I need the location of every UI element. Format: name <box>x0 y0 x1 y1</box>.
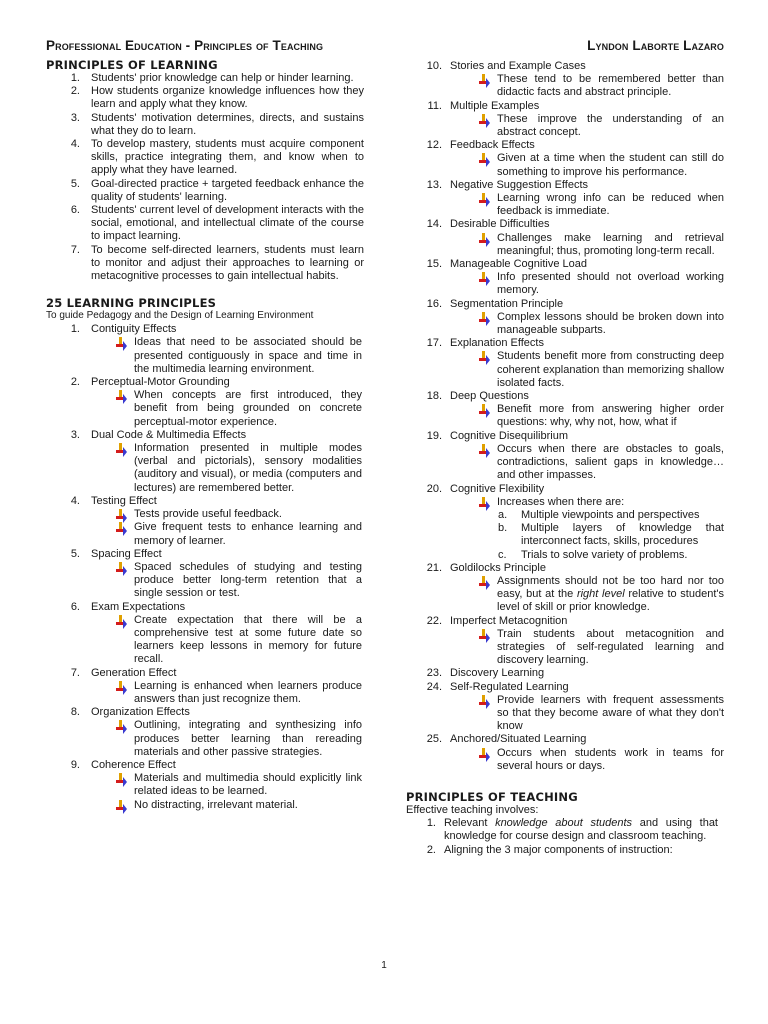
principle-title: Desirable Difficulties <box>450 218 550 231</box>
arrow-bullet-icon <box>113 389 134 402</box>
bullet-text: Provide learners with frequent assessments so that they become aware of what they don't know <box>497 693 724 733</box>
principle-item: 21. Goldilocks Principle <box>406 562 724 575</box>
bullet-text: No distracting, irrelevant material. <box>134 798 298 811</box>
arrow-bullet-icon <box>113 614 134 627</box>
bullet-text: Give frequent tests to enhance learning and memory of learner. <box>134 521 362 547</box>
bullet-text: Train students about metacognition and strategies of self-regulated learning and discovery learning. <box>497 627 724 667</box>
bullet-item <box>46 521 364 547</box>
bullet-text: Create expectation that there will be a comprehensive test at some future date so learners keep lessons in memory for future recall. <box>134 613 362 666</box>
arrow-bullet-icon <box>113 442 134 455</box>
principle-item: 19. Cognitive Disequilibrium <box>406 430 724 443</box>
arrow-bullet-icon <box>476 73 497 86</box>
principle-title: Cognitive Flexibility <box>450 482 545 495</box>
principle-title: Negative Suggestion Effects <box>450 178 588 191</box>
arrow-bullet-icon <box>476 496 497 509</box>
bullet-item <box>406 311 724 337</box>
arrow-bullet-icon <box>113 719 134 732</box>
principle-item: 23. Discovery Learning <box>406 667 724 680</box>
principle-item: 6. Exam Expectations <box>46 601 364 614</box>
bullet-text: These tend to be remembered better than didactic facts and abstract principle. <box>497 73 724 99</box>
bullet-text: Assignments should not be too hard nor too easy, but at the right level relative to student's level of skill or prior knowledge. <box>497 574 724 614</box>
section-title-principles-of-teaching: PRINCIPLES OF TEACHING <box>406 789 578 804</box>
section-title-principles-of-learning: PRINCIPLES OF LEARNING <box>46 58 218 72</box>
section-title-25-learning-principles: 25 LEARNING PRINCIPLES <box>46 296 217 311</box>
bullet-item <box>46 719 364 759</box>
bullet-item <box>46 336 364 376</box>
arrow-bullet-icon <box>113 561 134 574</box>
principle-item: 20. Cognitive Flexibility <box>406 483 724 496</box>
document-title: Professional Education - Principles of Teaching <box>46 38 324 53</box>
bullet-item <box>46 442 364 495</box>
arrow-bullet-icon <box>476 747 497 760</box>
bullet-text: Materials and multimedia should explicitly link related ideas to be learned. <box>134 772 362 798</box>
bullet-item <box>46 561 364 601</box>
principle-title: Dual Code & Multimedia Effects <box>91 428 247 441</box>
bullet-item <box>406 271 724 297</box>
bullet-item <box>46 799 364 812</box>
bullet-text: Benefit more from answering higher order questions: why, why not, how, what if <box>497 403 724 429</box>
principle-item: 16. Segmentation Principle <box>406 298 724 311</box>
bullet-text: Occurs when students work in teams for several hours or days. <box>497 746 724 772</box>
principle-item: 2. Perceptual-Motor Grounding <box>46 376 364 389</box>
principle-item: 25. Anchored/Situated Learning <box>406 733 724 746</box>
principle-item: 1. Contiguity Effects <box>46 323 364 336</box>
principle-title: Self-Regulated Learning <box>450 680 569 693</box>
left-column <box>46 58 364 812</box>
principle-title: Organization Effects <box>91 706 190 719</box>
bullet-text: Info presented should not overload working memory. <box>497 271 724 297</box>
principle-item: 15. Manageable Cognitive Load <box>406 258 724 271</box>
bullet-text: Increases when there are: <box>497 495 625 508</box>
arrow-bullet-icon <box>476 311 497 324</box>
bullet-item <box>406 628 724 668</box>
principle-title: Anchored/Situated Learning <box>450 733 587 746</box>
principle-item: 14. Desirable Difficulties <box>406 218 724 231</box>
bullet-item <box>406 443 724 483</box>
principle-item: 3. Dual Code & Multimedia Effects <box>46 429 364 442</box>
list-item: 1. Relevant knowledge about students and using that knowledge for course design and classroom teaching. <box>426 817 718 843</box>
arrow-bullet-icon <box>113 799 134 812</box>
principle-title: Deep Questions <box>450 390 529 403</box>
principle-title: Coherence Effect <box>91 758 176 771</box>
bullet-item <box>406 350 724 390</box>
principle-title: Cognitive Disequilibrium <box>450 429 568 442</box>
principle-title: Manageable Cognitive Load <box>450 258 587 271</box>
principle-title: Perceptual-Motor Grounding <box>91 376 230 389</box>
right-column <box>406 60 724 857</box>
list-item: 5. Goal-directed practice + targeted feedback enhance the quality of students' learning. <box>70 177 364 203</box>
list-item: 4. To develop mastery, students must acquire component skills, practice integrating them, and know when to apply what they have learned. <box>70 138 364 177</box>
bullet-item <box>406 694 724 734</box>
bullet-text: Outlining, integrating and synthesizing info produces better learning than rereading materials and other passive strategies. <box>134 719 362 758</box>
arrow-bullet-icon <box>113 508 134 521</box>
principle-item: 8. Organization Effects <box>46 706 364 719</box>
section-subtitle: To guide Pedagogy and the Design of Learning Environment <box>46 310 314 322</box>
bullet-text: Information presented in multiple modes (verbal and pictorials), sensory modalities (auditory and visual), or media (computers and lectures) are remembered better. <box>134 442 362 494</box>
principle-title: Goldilocks Principle <box>450 561 546 574</box>
bullet-item <box>46 772 364 798</box>
bullet-text: Ideas that need to be associated should be presented contiguously in space and time in the multimedia learning environment. <box>134 336 362 375</box>
bullet-text: Complex lessons should be broken down into manageable subparts. <box>497 310 724 337</box>
learning-principles-list-left <box>46 323 364 812</box>
principle-item: 18. Deep Questions <box>406 390 724 403</box>
arrow-bullet-icon <box>476 152 497 165</box>
page-number: 1 <box>381 960 387 971</box>
sub-item: b. Multiple layers of knowledge that interconnect facts, skills, procedures <box>498 522 724 548</box>
arrow-bullet-icon <box>476 628 497 641</box>
page-header <box>46 38 724 56</box>
bullet-item <box>406 232 724 258</box>
bullet-item <box>406 403 724 429</box>
bullet-text: Learning wrong info can be reduced when feedback is immediate. <box>497 192 724 218</box>
principle-title: Segmentation Principle <box>450 297 564 310</box>
arrow-bullet-icon <box>476 113 497 126</box>
bullet-text: These improve the understanding of an abstract concept. <box>497 112 724 139</box>
principle-item: 17. Explanation Effects <box>406 337 724 350</box>
principle-title: Contiguity Effects <box>91 323 177 336</box>
arrow-bullet-icon <box>113 521 134 534</box>
bullet-item <box>46 389 364 429</box>
arrow-bullet-icon <box>476 443 497 456</box>
arrow-bullet-icon <box>476 271 497 284</box>
principle-title: Discovery Learning <box>450 667 545 680</box>
principle-item: 12. Feedback Effects <box>406 139 724 152</box>
learning-principles-list-right <box>406 60 724 773</box>
principle-title: Exam Expectations <box>91 600 186 613</box>
bullet-text: Spaced schedules of studying and testing produce better long-term retention that a single session or test. <box>134 560 362 600</box>
principle-item: 13. Negative Suggestion Effects <box>406 179 724 192</box>
bullet-text: Learning is enhanced when learners produce answers than just recognize them. <box>134 679 362 705</box>
principle-item: 10. Stories and Example Cases <box>406 60 724 73</box>
list-item: 2. How students organize knowledge influences how they learn and apply what they know. <box>70 85 364 111</box>
sub-item: c. Trials to solve variety of problems. <box>498 548 688 561</box>
arrow-bullet-icon <box>113 680 134 693</box>
bullet-item <box>406 152 724 178</box>
bullet-item <box>406 73 724 99</box>
bullet-text: Tests provide useful feedback. <box>134 508 282 521</box>
principle-item: 22. Imperfect Metacognition <box>406 615 724 628</box>
list-item: 7. To become self-directed learners, students must learn to monitor and adjust their approaches to learning or metacognitive processes to gain intellectual habits. <box>70 243 364 283</box>
principles-of-learning-list <box>46 72 364 283</box>
arrow-bullet-icon <box>476 694 497 707</box>
principle-item: 4. Testing Effect <box>46 495 364 508</box>
bullet-text: Occurs when there are obstacles to goals, contradictions, salient gaps in knowledge…and other impasses. <box>497 442 724 482</box>
principle-title: Stories and Example Cases <box>450 60 586 72</box>
principle-title: Multiple Examples <box>450 99 540 112</box>
bullet-item <box>406 192 724 218</box>
bullet-item <box>406 496 724 509</box>
bullet-item <box>406 747 724 773</box>
bullet-item <box>406 113 724 139</box>
bullet-item <box>46 508 364 521</box>
list-item: 2. Aligning the 3 major components of instruction: <box>426 843 673 856</box>
bullet-text: Given at a time when the student can still do something to improve his performance. <box>497 152 724 178</box>
author-name: Lyndon Laborte Lazaro <box>587 38 724 53</box>
bullet-text: Challenges make learning and retrieval meaningful; thus, promoting long-term recall. <box>497 231 724 257</box>
principle-title: Testing Effect <box>91 494 157 507</box>
bullet-item <box>46 680 364 706</box>
principle-item: 24. Self-Regulated Learning <box>406 681 724 694</box>
bullet-item <box>406 575 724 615</box>
bullet-text: Students benefit more from constructing deep coherent explanation than memorizing shallow isolated facts. <box>497 350 724 389</box>
arrow-bullet-icon <box>476 192 497 205</box>
arrow-bullet-icon <box>113 772 134 785</box>
arrow-bullet-icon <box>476 350 497 363</box>
bullet-item <box>46 614 364 667</box>
principle-item: 5. Spacing Effect <box>46 548 364 561</box>
principle-title: Spacing Effect <box>91 547 162 560</box>
sub-item: a. Multiple viewpoints and perspectives <box>498 508 700 521</box>
arrow-bullet-icon <box>476 232 497 245</box>
principle-item: 11. Multiple Examples <box>406 100 724 113</box>
principle-title: Explanation Effects <box>450 337 544 350</box>
teaching-intro: Effective teaching involves: <box>406 803 539 816</box>
principle-item: 7. Generation Effect <box>46 667 364 680</box>
list-item: 3. Students' motivation determines, directs, and sustains what they do to learn. <box>70 111 364 137</box>
principle-item: 9. Coherence Effect <box>46 759 364 772</box>
principle-title: Imperfect Metacognition <box>450 614 568 627</box>
list-item: 6. Students' current level of development interacts with the social, emotional, and intellectual climate of the course to impact learning. <box>70 204 364 243</box>
principle-title: Feedback Effects <box>450 139 535 152</box>
list-item: 1. Students' prior knowledge can help or hinder learning. <box>70 72 354 84</box>
arrow-bullet-icon <box>476 575 497 588</box>
bullet-text: When concepts are first introduced, they benefit from being grounded on concrete perceptual-motor experience. <box>134 389 362 428</box>
principle-title: Generation Effect <box>91 666 177 679</box>
arrow-bullet-icon <box>476 403 497 416</box>
arrow-bullet-icon <box>113 336 134 349</box>
